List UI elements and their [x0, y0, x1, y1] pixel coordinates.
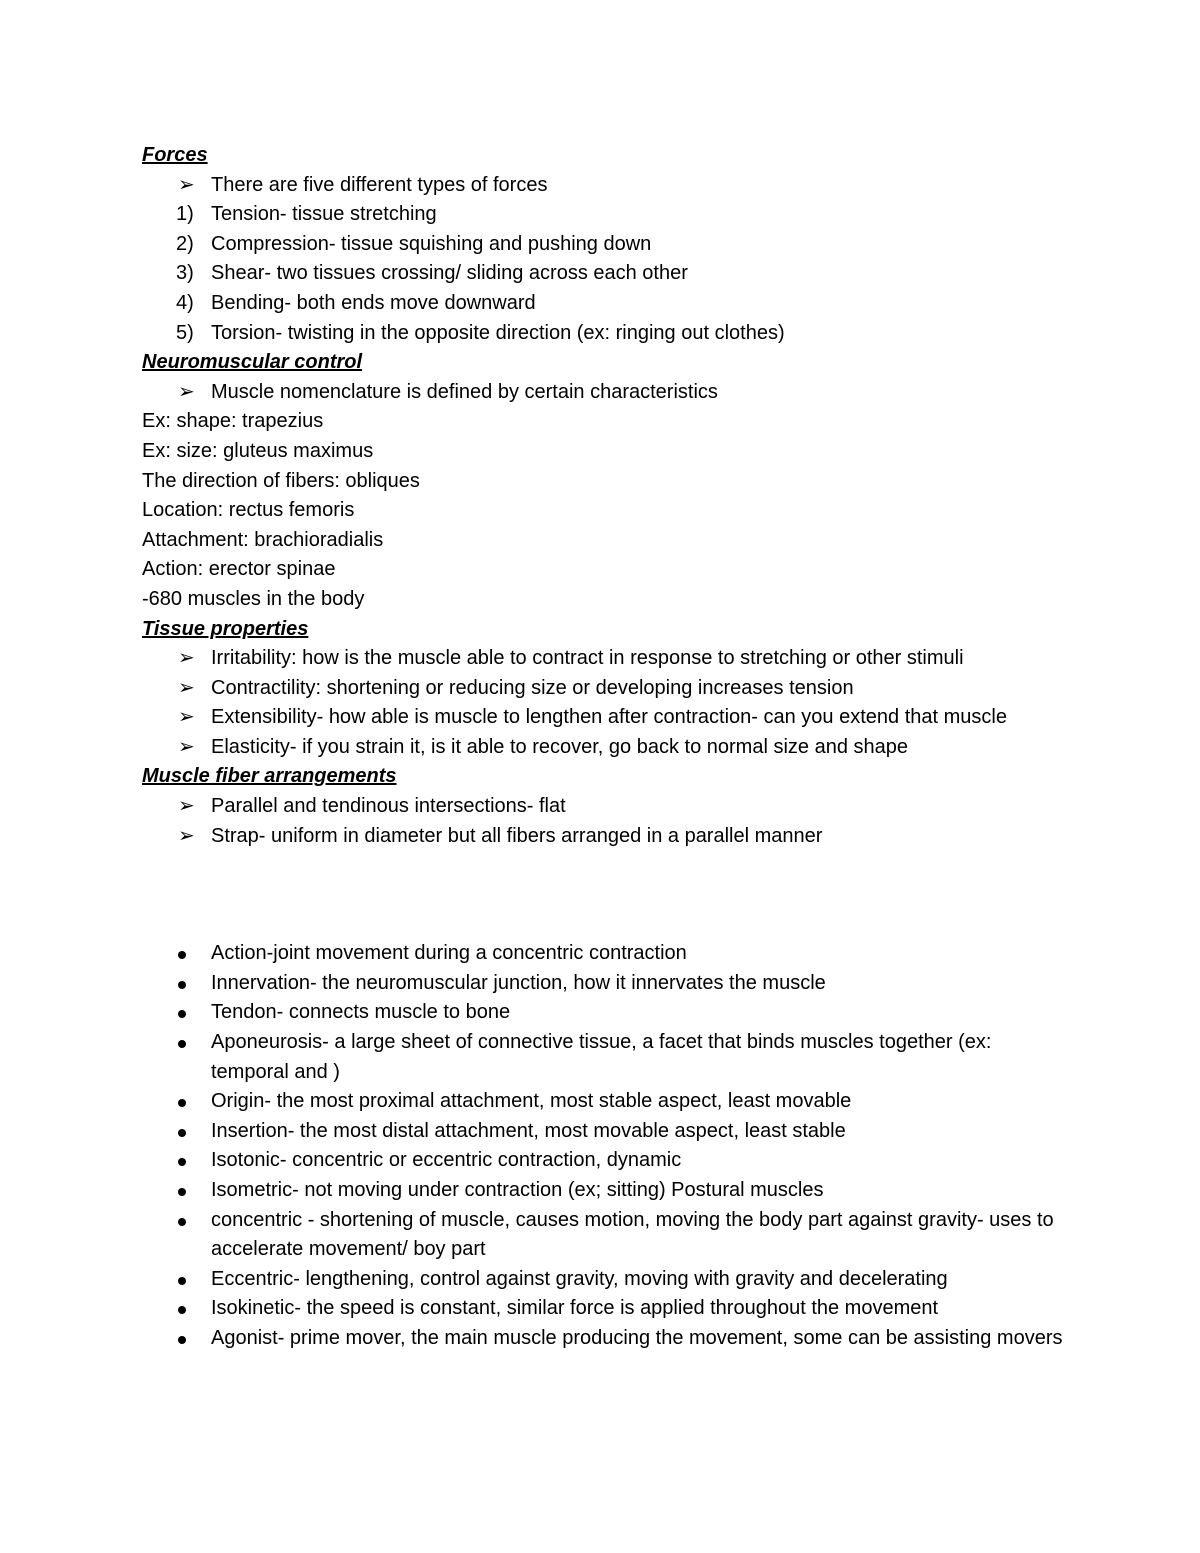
bullet-list-item: Innervation- the neuromuscular junction, how it innervates the muscle: [142, 969, 1072, 999]
bullet-list-item: Eccentric- lengthening, control against gravity, moving with gravity and decelerating: [142, 1265, 1072, 1295]
bullet-dot-icon: [178, 1188, 186, 1196]
blank-space: [142, 851, 1072, 939]
bullet-dot-icon: [178, 1158, 186, 1166]
bullet-list-item: Action-joint movement during a concentric contraction: [142, 939, 1072, 969]
document-page: [142, 141, 1072, 1354]
neuromuscular-heading: Neuromuscular control: [142, 351, 363, 374]
bullet-list-item: Tendon- connects muscle to bone: [142, 998, 1072, 1028]
bullet-list-item: Isotonic- concentric or eccentric contraction, dynamic: [142, 1146, 1072, 1176]
bullet-list-item: Insertion- the most distal attachment, most movable aspect, least stable: [142, 1117, 1072, 1147]
bullet-dot-icon: [178, 1306, 186, 1314]
plain-line: Ex: size: gluteus maximus: [142, 439, 374, 462]
bullet-list-item: Agonist- prime mover, the main muscle producing the movement, some can be assisting movers: [142, 1324, 1072, 1354]
arrow-bullet-icon: ➢: [178, 173, 195, 196]
fiber-heading: Muscle fiber arrangements: [142, 765, 397, 788]
tissue-arrow-item: ➢ Extensibility- how able is muscle to lengthen after contraction- can you extend that muscle: [142, 703, 1072, 733]
bullet-dot-icon: [178, 1099, 186, 1107]
bullet-list-item: Origin- the most proximal attachment, most stable aspect, least movable: [142, 1087, 1072, 1117]
arrow-bullet-icon: ➢: [178, 795, 195, 818]
forces-numbered-item: 5) Torsion- twisting in the opposite direction (ex: ringing out clothes): [176, 321, 785, 344]
forces-numbered-item: 3) Shear- two tissues crossing/ sliding across each other: [176, 262, 688, 285]
plain-line: Ex: shape: trapezius: [142, 410, 324, 433]
forces-heading: Forces: [142, 144, 208, 166]
bullet-dot-icon: [178, 951, 186, 959]
fiber-arrow-item: ➢ Strap- uniform in diameter but all fibers arranged in a parallel manner: [142, 822, 1072, 852]
arrow-bullet-icon: ➢: [178, 706, 195, 729]
arrow-bullet-icon: ➢: [178, 647, 195, 670]
arrow-bullet-icon: ➢: [178, 735, 195, 758]
bullet-list-item: Isometric- not moving under contraction (ex; sitting) Postural muscles: [142, 1176, 1072, 1206]
bullet-list-item: Isokinetic- the speed is constant, similar force is applied throughout the movement: [142, 1294, 1072, 1324]
bullet-dot-icon: [178, 1129, 186, 1137]
plain-line: Location: rectus femoris: [142, 499, 355, 522]
forces-numbered-item: 2) Compression- tissue squishing and pushing down: [176, 232, 652, 255]
tissue-arrow-item: ➢ Contractility: shortening or reducing size or developing increases tension: [142, 674, 1072, 704]
bullet-list-item: Aponeurosis- a large sheet of connective tissue, a facet that binds muscles together (ex: temporal and ): [142, 1028, 1072, 1087]
bullet-list-item: concentric - shortening of muscle, causes motion, moving the body part against gravity- uses to accelerate movement/ boy part: [142, 1206, 1072, 1265]
bullet-dot-icon: [178, 1336, 186, 1344]
plain-line: The direction of fibers: obliques: [142, 469, 420, 492]
forces-numbered-item: 4) Bending- both ends move downward: [176, 291, 536, 314]
fiber-arrow-item: ➢ Parallel and tendinous intersections- flat: [142, 792, 1072, 822]
forces-arrow-item: ➢ There are five different types of forces: [142, 171, 1072, 201]
tissue-arrow-item: ➢ Irritability: how is the muscle able to contract in response to stretching or other stimuli: [142, 644, 1072, 674]
bullet-dot-icon: [178, 1218, 186, 1226]
bullet-dot-icon: [178, 1040, 186, 1048]
arrow-bullet-icon: ➢: [178, 824, 195, 847]
plain-line: Attachment: brachioradialis: [142, 528, 384, 551]
bullet-dot-icon: [178, 1010, 186, 1018]
plain-line: -680 muscles in the body: [142, 587, 365, 610]
plain-line: Action: erector spinae: [142, 558, 336, 581]
tissue-arrow-item: ➢ Elasticity- if you strain it, is it able to recover, go back to normal size and shape: [142, 733, 1072, 763]
bullet-dot-icon: [178, 1277, 186, 1285]
neuromuscular-arrow-item: ➢ Muscle nomenclature is defined by certain characteristics: [142, 378, 1072, 408]
bullet-dot-icon: [178, 981, 186, 989]
forces-numbered-item: 1) Tension- tissue stretching: [176, 203, 437, 226]
tissue-heading: Tissue properties: [142, 617, 309, 640]
arrow-bullet-icon: ➢: [178, 380, 195, 403]
arrow-bullet-icon: ➢: [178, 676, 195, 699]
